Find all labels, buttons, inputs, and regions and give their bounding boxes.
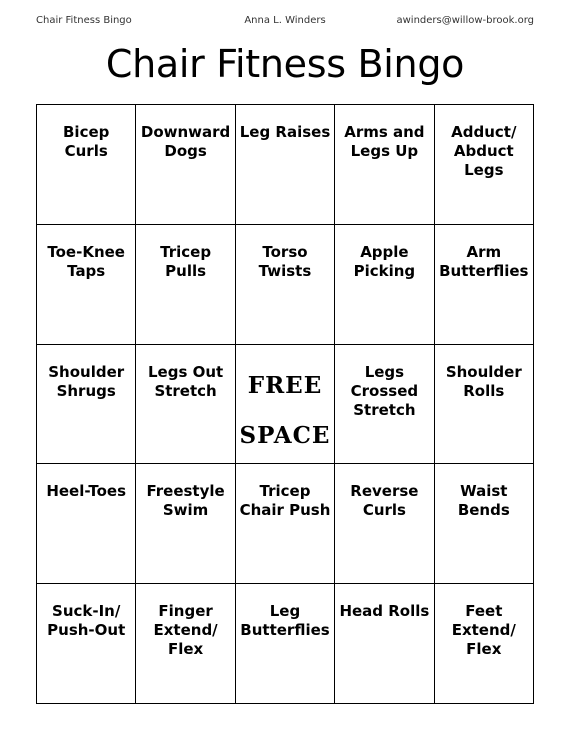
bingo-cell: Arm Butterflies <box>435 225 534 345</box>
page-title: Chair Fitness Bingo <box>105 42 465 86</box>
bingo-cell: Tricep Chair Push <box>236 464 335 584</box>
bingo-cell: Feet Extend/ Flex <box>435 584 534 704</box>
page-header <box>36 15 534 29</box>
bingo-cell: Leg Raises <box>236 105 335 225</box>
bingo-cell: Suck-In/ Push-Out <box>37 584 136 704</box>
bingo-cell: Tricep Pulls <box>136 225 235 345</box>
bingo-cell: Downward Dogs <box>136 105 235 225</box>
bingo-cell: Heel-Toes <box>37 464 136 584</box>
free-space-cell: FREE SPACE <box>236 345 335 465</box>
bingo-cell: Freestyle Swim <box>136 464 235 584</box>
bingo-cell: Adduct/ Abduct Legs <box>435 105 534 225</box>
bingo-cell: Arms and Legs Up <box>335 105 434 225</box>
bingo-cell: Apple Picking <box>335 225 434 345</box>
header-email: awinders@willow-brook.org <box>396 15 534 26</box>
bingo-cell: Waist Bends <box>435 464 534 584</box>
bingo-board <box>36 104 534 704</box>
bingo-cell: Shoulder Rolls <box>435 345 534 465</box>
bingo-cell: Toe-Knee Taps <box>37 225 136 345</box>
header-author: Anna L. Winders <box>244 15 326 26</box>
bingo-cell: Head Rolls <box>335 584 434 704</box>
bingo-cell: Shoulder Shrugs <box>37 345 136 465</box>
bingo-cell: Finger Extend/ Flex <box>136 584 235 704</box>
bingo-cell: Torso Twists <box>236 225 335 345</box>
bingo-cell: Leg Butterflies <box>236 584 335 704</box>
bingo-cell: Legs Out Stretch <box>136 345 235 465</box>
bingo-cell: Legs Crossed Stretch <box>335 345 434 465</box>
header-title: Chair Fitness Bingo <box>36 15 132 26</box>
bingo-cell: Bicep Curls <box>37 105 136 225</box>
bingo-cell: Reverse Curls <box>335 464 434 584</box>
